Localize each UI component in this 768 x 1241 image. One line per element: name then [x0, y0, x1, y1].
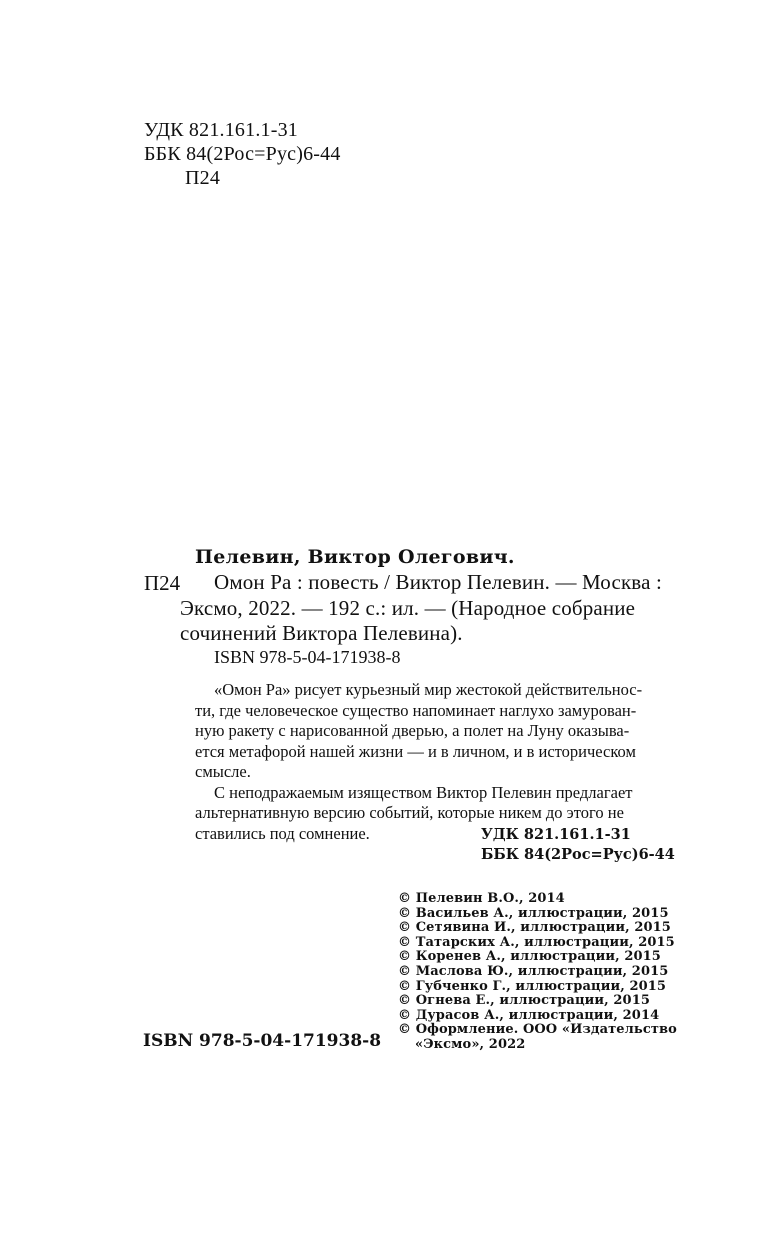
- classification-block-bottom: [481, 825, 675, 865]
- copyright-line: © Огнева Е., иллюстрации, 2015: [398, 993, 650, 1009]
- copyright-line: © Оформление. ООО «Издательство: [398, 1022, 677, 1038]
- copyright-line: © Коренев А., иллюстрации, 2015: [398, 949, 661, 965]
- udk-code: УДК 821.161.1-31: [481, 826, 631, 843]
- bibliographic-entry: [180, 570, 684, 647]
- copyright-line: © Дурасов А., иллюстрации, 2014: [398, 1007, 660, 1023]
- annotation-line: смысле.: [195, 762, 251, 781]
- entry-line: Омон Ра : повесть / Виктор Пелевин. — Москва :: [214, 570, 662, 594]
- copyright-line: «Эксмо», 2022: [415, 1036, 526, 1052]
- entry-author-mark: П24: [144, 571, 181, 595]
- annotation-line: альтернативную версию событий, которые никем до этого не: [195, 803, 624, 822]
- annotation: [195, 680, 675, 844]
- copyright-line: © Маслова Ю., иллюстрации, 2015: [398, 963, 669, 979]
- annotation-line: ти, где человеческое существо напоминает наглухо замурован-: [195, 700, 637, 720]
- annotation-line: С неподражаемым изяществом Виктор Пелевин предлагает: [214, 782, 633, 802]
- isbn-bottom: ISBN 978-5-04-171938-8: [143, 1031, 382, 1051]
- annotation-line: ставились под сомнение.: [195, 823, 370, 843]
- entry-author: Пелевин, Виктор Олегович.: [195, 546, 515, 568]
- classification-block-top: [144, 118, 341, 190]
- copyright-line: © Татарских А., иллюстрации, 2015: [398, 934, 675, 950]
- bbk-code: ББК 84(2Рос=Рус)6-44: [144, 143, 341, 165]
- copyright-line: © Сетявина И., иллюстрации, 2015: [398, 920, 671, 936]
- udk-code: УДК 821.161.1-31: [144, 119, 298, 141]
- copyright-line: © Пелевин В.О., 2014: [398, 891, 565, 906]
- annotation-line: ную ракету с нарисованной дверью, а полет на Луну оказыва-: [195, 721, 630, 740]
- annotation-line: ется метафорой нашей жизни — и в личном, и в историческом: [195, 741, 636, 761]
- author-mark: П24: [185, 167, 221, 189]
- bbk-code: ББК 84(2Рос=Рус)6-44: [481, 846, 675, 863]
- copyright-block: [398, 892, 677, 1053]
- copyright-line: © Васильев А., иллюстрации, 2015: [398, 905, 669, 921]
- annotation-line: «Омон Ра» рисует курьезный мир жестокой действительнос-: [214, 680, 643, 699]
- entry-line: Эксмо, 2022. — 192 с.: ил. — (Народное собрание: [180, 595, 636, 620]
- entry-line: сочинений Виктора Пелевина).: [180, 621, 463, 645]
- entry-isbn: ISBN 978-5-04-171938-8: [214, 647, 401, 667]
- copyright-line: © Губченко Г., иллюстрации, 2015: [398, 978, 667, 994]
